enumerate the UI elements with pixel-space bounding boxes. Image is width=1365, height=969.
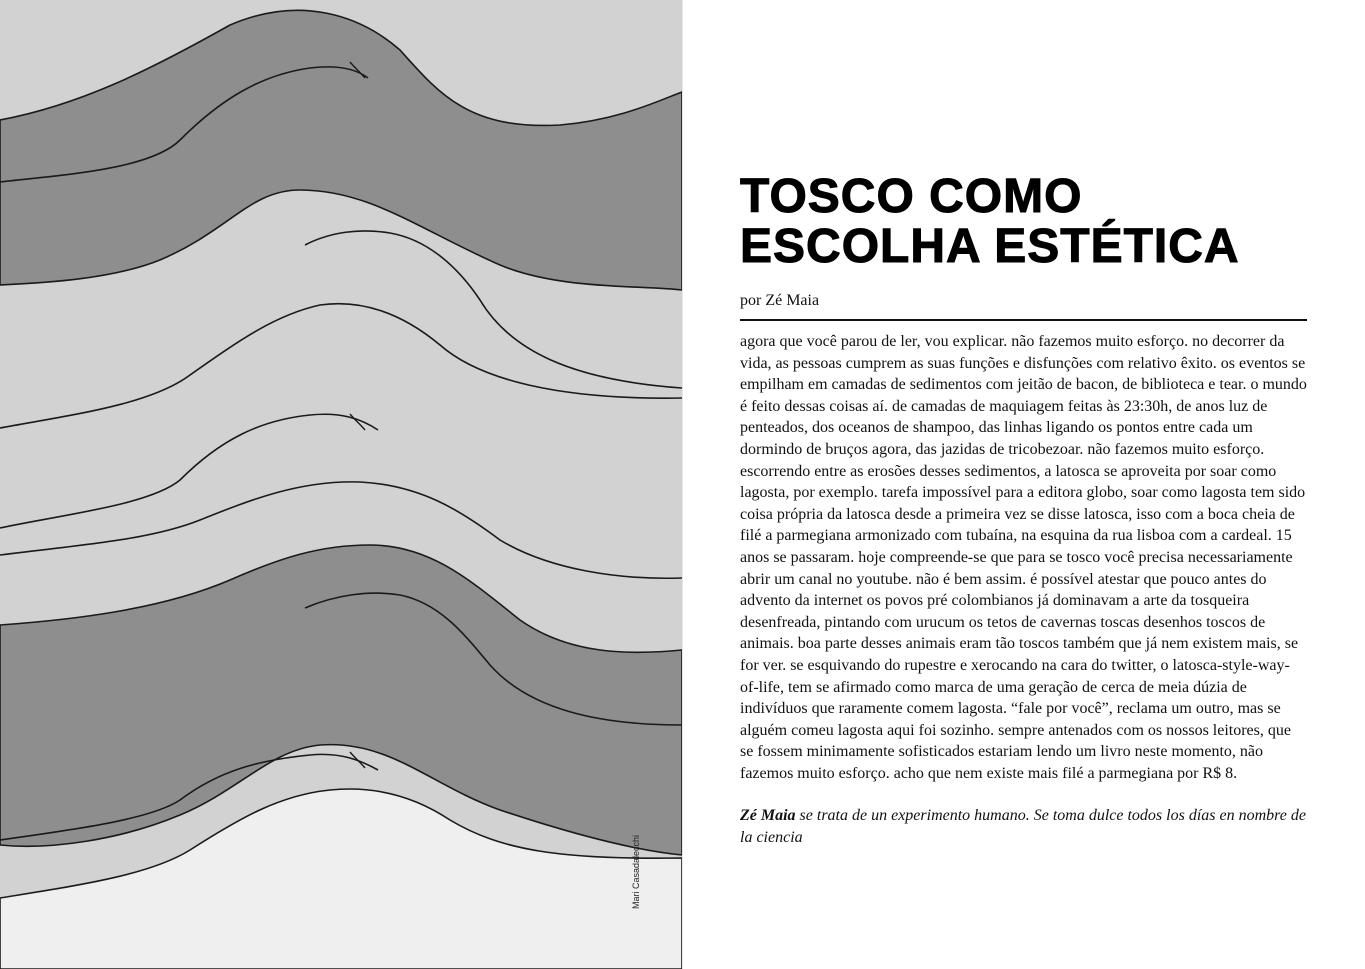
title-line-2: ESCOLHA ESTÉTICA [740,220,1240,273]
page-divider [682,0,683,969]
illustration-panel [0,0,682,969]
illustration-credit: Mari Casadalecchi [631,834,641,910]
bio-author-name: Zé Maia [740,807,796,825]
article-title [740,172,1307,272]
article-body: agora que você parou de ler, vou explicar. não fazemos muito esforço. no decorrer da vida, as pessoas cumprem as suas funções e disfunções com relativo êxito. os eventos se empilham em camadas de sedimentos com jeitão de bacon, de biblioteca e tear. o mundo é feito dessas coisas aí. de camadas de maquiagem feitas às 23:30h, de anos luz de penteados, dos oceanos de shampoo, das linhas ligando os pontos entre cada um dormindo de bruços agora, das jazidas de tricobezoar. não fazemos muito esforço. escorrendo entre as erosões desses sedimentos, a latosca se aproveita por soar como lagosta, por exemplo. tarefa impossível para a editora globo, soar como lagosta tem sido coisa própria da latosca desde a primeira vez se disse latosca, isso com a boca cheia de filé a parmegiana armonizado com tubaína, na esquina da rua lisboa com a cardeal. 15 anos se passaram. hoje compreende-se que para se tosco você precisa necessariamente abrir um canal no youtube. não é bem assim. é possível atestar que pouco antes do advento da internet os povos pré colombianos já dominavam a arte da tosqueira desenfreada, pintando com urucum os tetos de cavernas toscas desenhos toscos de animais. boa parte desses animais eram tão toscos também que já nem existem mais, se for ver. se esquivando do rupestre e xerocando na cara do twitter, o latosca-style-way-of-life, tem se afirmado como marca de uma geração de cerca de meia dúzia de indivíduos que raramente comem lagosta. “fale por você”, reclama um outro, mas se alguém comeu lagosta aqui foi sozinho. sempre antenados com os nossos leitores, que se fossem minimamente sofisticados estariam lendo um livro neste momento, não fazemos muito esforço. acho que nem existe mais filé a parmegiana por R$ 8. [740,333,1307,782]
title-line-1: TOSCO COMO [740,170,1083,223]
wave-illustration [0,0,682,969]
article [740,172,1307,849]
title-rule [740,319,1307,321]
byline: por Zé Maia [740,292,820,309]
author-bio [740,805,1307,848]
bio-text: se trata de un experimento humano. Se toma dulce todos los días en nombre de la ciencia [740,807,1306,847]
